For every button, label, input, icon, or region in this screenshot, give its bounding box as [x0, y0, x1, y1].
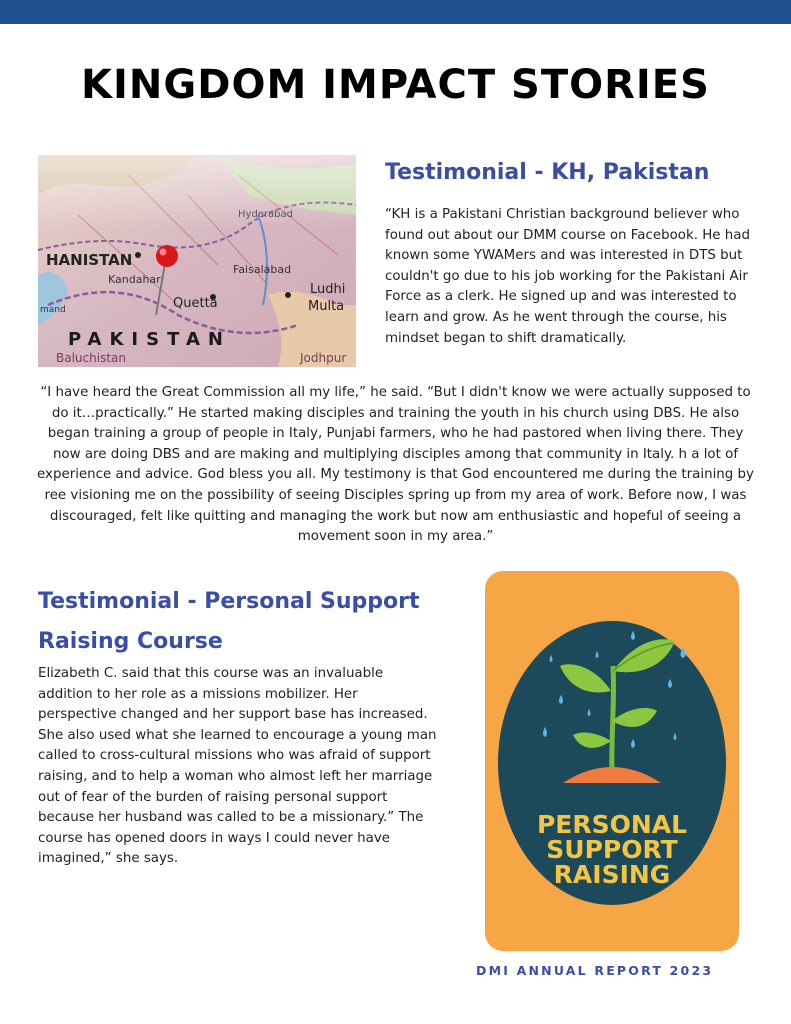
map-illustration	[38, 155, 356, 367]
testimonial-kh-heading: Testimonial - KH, Pakistan	[385, 160, 710, 185]
page-title: KINGDOM IMPACT STORIES	[81, 62, 710, 108]
testimonial-psr-heading: Testimonial - Personal Support Raising Course	[38, 589, 420, 654]
personal-support-raising-graphic	[485, 571, 739, 951]
testimonial-psr-body: Elizabeth C. said that this course was an invaluable addition to her role as a missions mobilizer. Her perspective changed and her support base has increased. She also used what she learned to encourage a young man called to cross-cultural missions who was afraid of support raising, and to help a woman who almost left her marriage out of fear of the burden of raising personal support because her husband was called to be a missionary.” The course has opened doors in ways I could never have imagined,” she says.	[38, 666, 437, 867]
testimonial-kh-body: “I have heard the Great Commission all my life,” he said. “But I didn't know we were actually supposed to do it…practically.” He started making disciples and training the youth in his church using DBS. He also began training a group of people in Italy, Punjabi farmers, who he had pastored when living there. They now are doing DBS and are making and multiplying disciples among that community in Italy. h a lot of experience and advice. God bless you all. My testimony is that God encountered me during the training by ree visioning me on the possibility of seeing Disciples spring up from my area of work. Before now, I was discouraged, felt like quitting and managing the work but now am enthusiastic and hopeful of seeing a movement soon in my area.”	[37, 385, 754, 545]
pakistan-map-image	[38, 155, 356, 367]
testimonial-kh-intro: “KH is a Pakistani Christian background believer who found out about our DMM course on Facebook. He had known some YWAMers and was interested in DTS but couldn't go due to his job working for the Pakistani Air Force as a clerk. He signed up and was interested to learn and grow. As he went through the course, his mindset began to shift dramatically.	[385, 207, 750, 346]
psr-line-3: RAISING	[553, 860, 671, 889]
psr-line-2: SUPPORT	[546, 835, 678, 864]
footer-report-label: DMI ANNUAL REPORT 2023	[476, 963, 714, 978]
psr-line-1: PERSONAL	[536, 810, 688, 839]
top-bar	[0, 0, 791, 24]
